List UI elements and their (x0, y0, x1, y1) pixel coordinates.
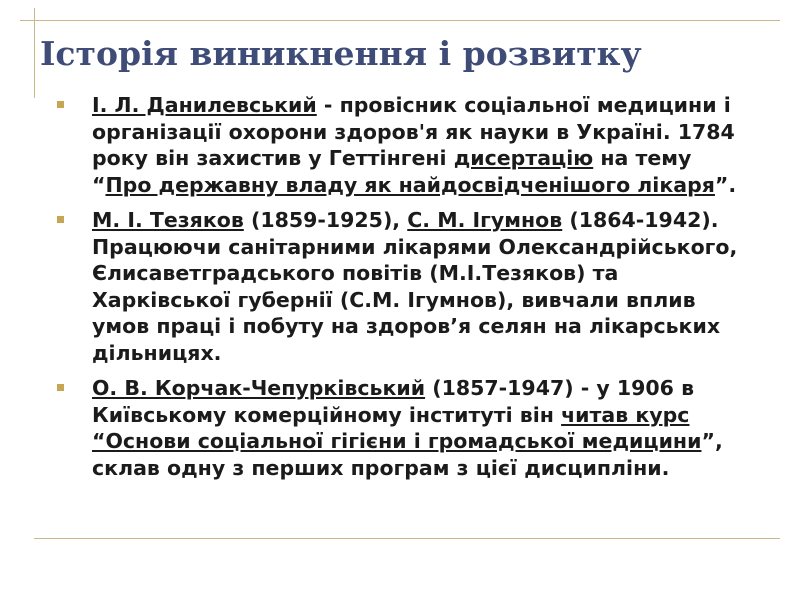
bullet-item-danylevsky (57, 92, 747, 198)
text-segment: - провісник соціальної медицини і організації охорони здоров'я як науки в Україні. 1784 року він захистив у Геттінгені (92, 93, 735, 170)
link-danylevsky[interactable]: І. Л. Данилевський (92, 93, 317, 117)
bullet-item-tezyakov-igumnov (57, 207, 747, 366)
slide-title: Історія виникнення і розвитку (40, 34, 642, 73)
text-segment: (1857-1947) - у 1906 в Київському комерційному інституті він (92, 376, 695, 427)
text-segment: ”. (714, 172, 737, 197)
bullet-list (57, 92, 747, 490)
text-segment: (1864-1942). Працюючи санітарними лікарями Олександрійського, Єлисаветградського повітів (М.І.Тезяков) та Харківської губернії (С.М. Ігумнов), вивчали вплив умов праці і побуту на здоров’я селян на лікарських дільницях. (92, 208, 738, 365)
link-korchak[interactable]: О. В. Корчак-Чепурківський (92, 376, 426, 400)
link-tezyakov[interactable]: М. І. Тезяков (92, 208, 244, 232)
link-dissertation[interactable]: дисертацію (453, 146, 594, 170)
text-segment: (1859-1925), (243, 208, 408, 232)
left-divider (34, 8, 35, 98)
top-divider (20, 20, 780, 21)
text-segment: ”, склав одну з перших програм з цієї дисципліни. (92, 429, 723, 480)
link-dissertation-title[interactable]: Про державну владу як найдосвідченішого лікаря (105, 172, 715, 197)
text-segment: на тему “ (92, 146, 692, 197)
bullet-item-korchak (57, 375, 747, 481)
link-igumnov[interactable]: С. М. Ігумнов (407, 208, 563, 232)
link-course[interactable]: читав курс “Основи соціальної гігієни і громадської медицини (92, 402, 702, 453)
bottom-divider (34, 538, 780, 539)
